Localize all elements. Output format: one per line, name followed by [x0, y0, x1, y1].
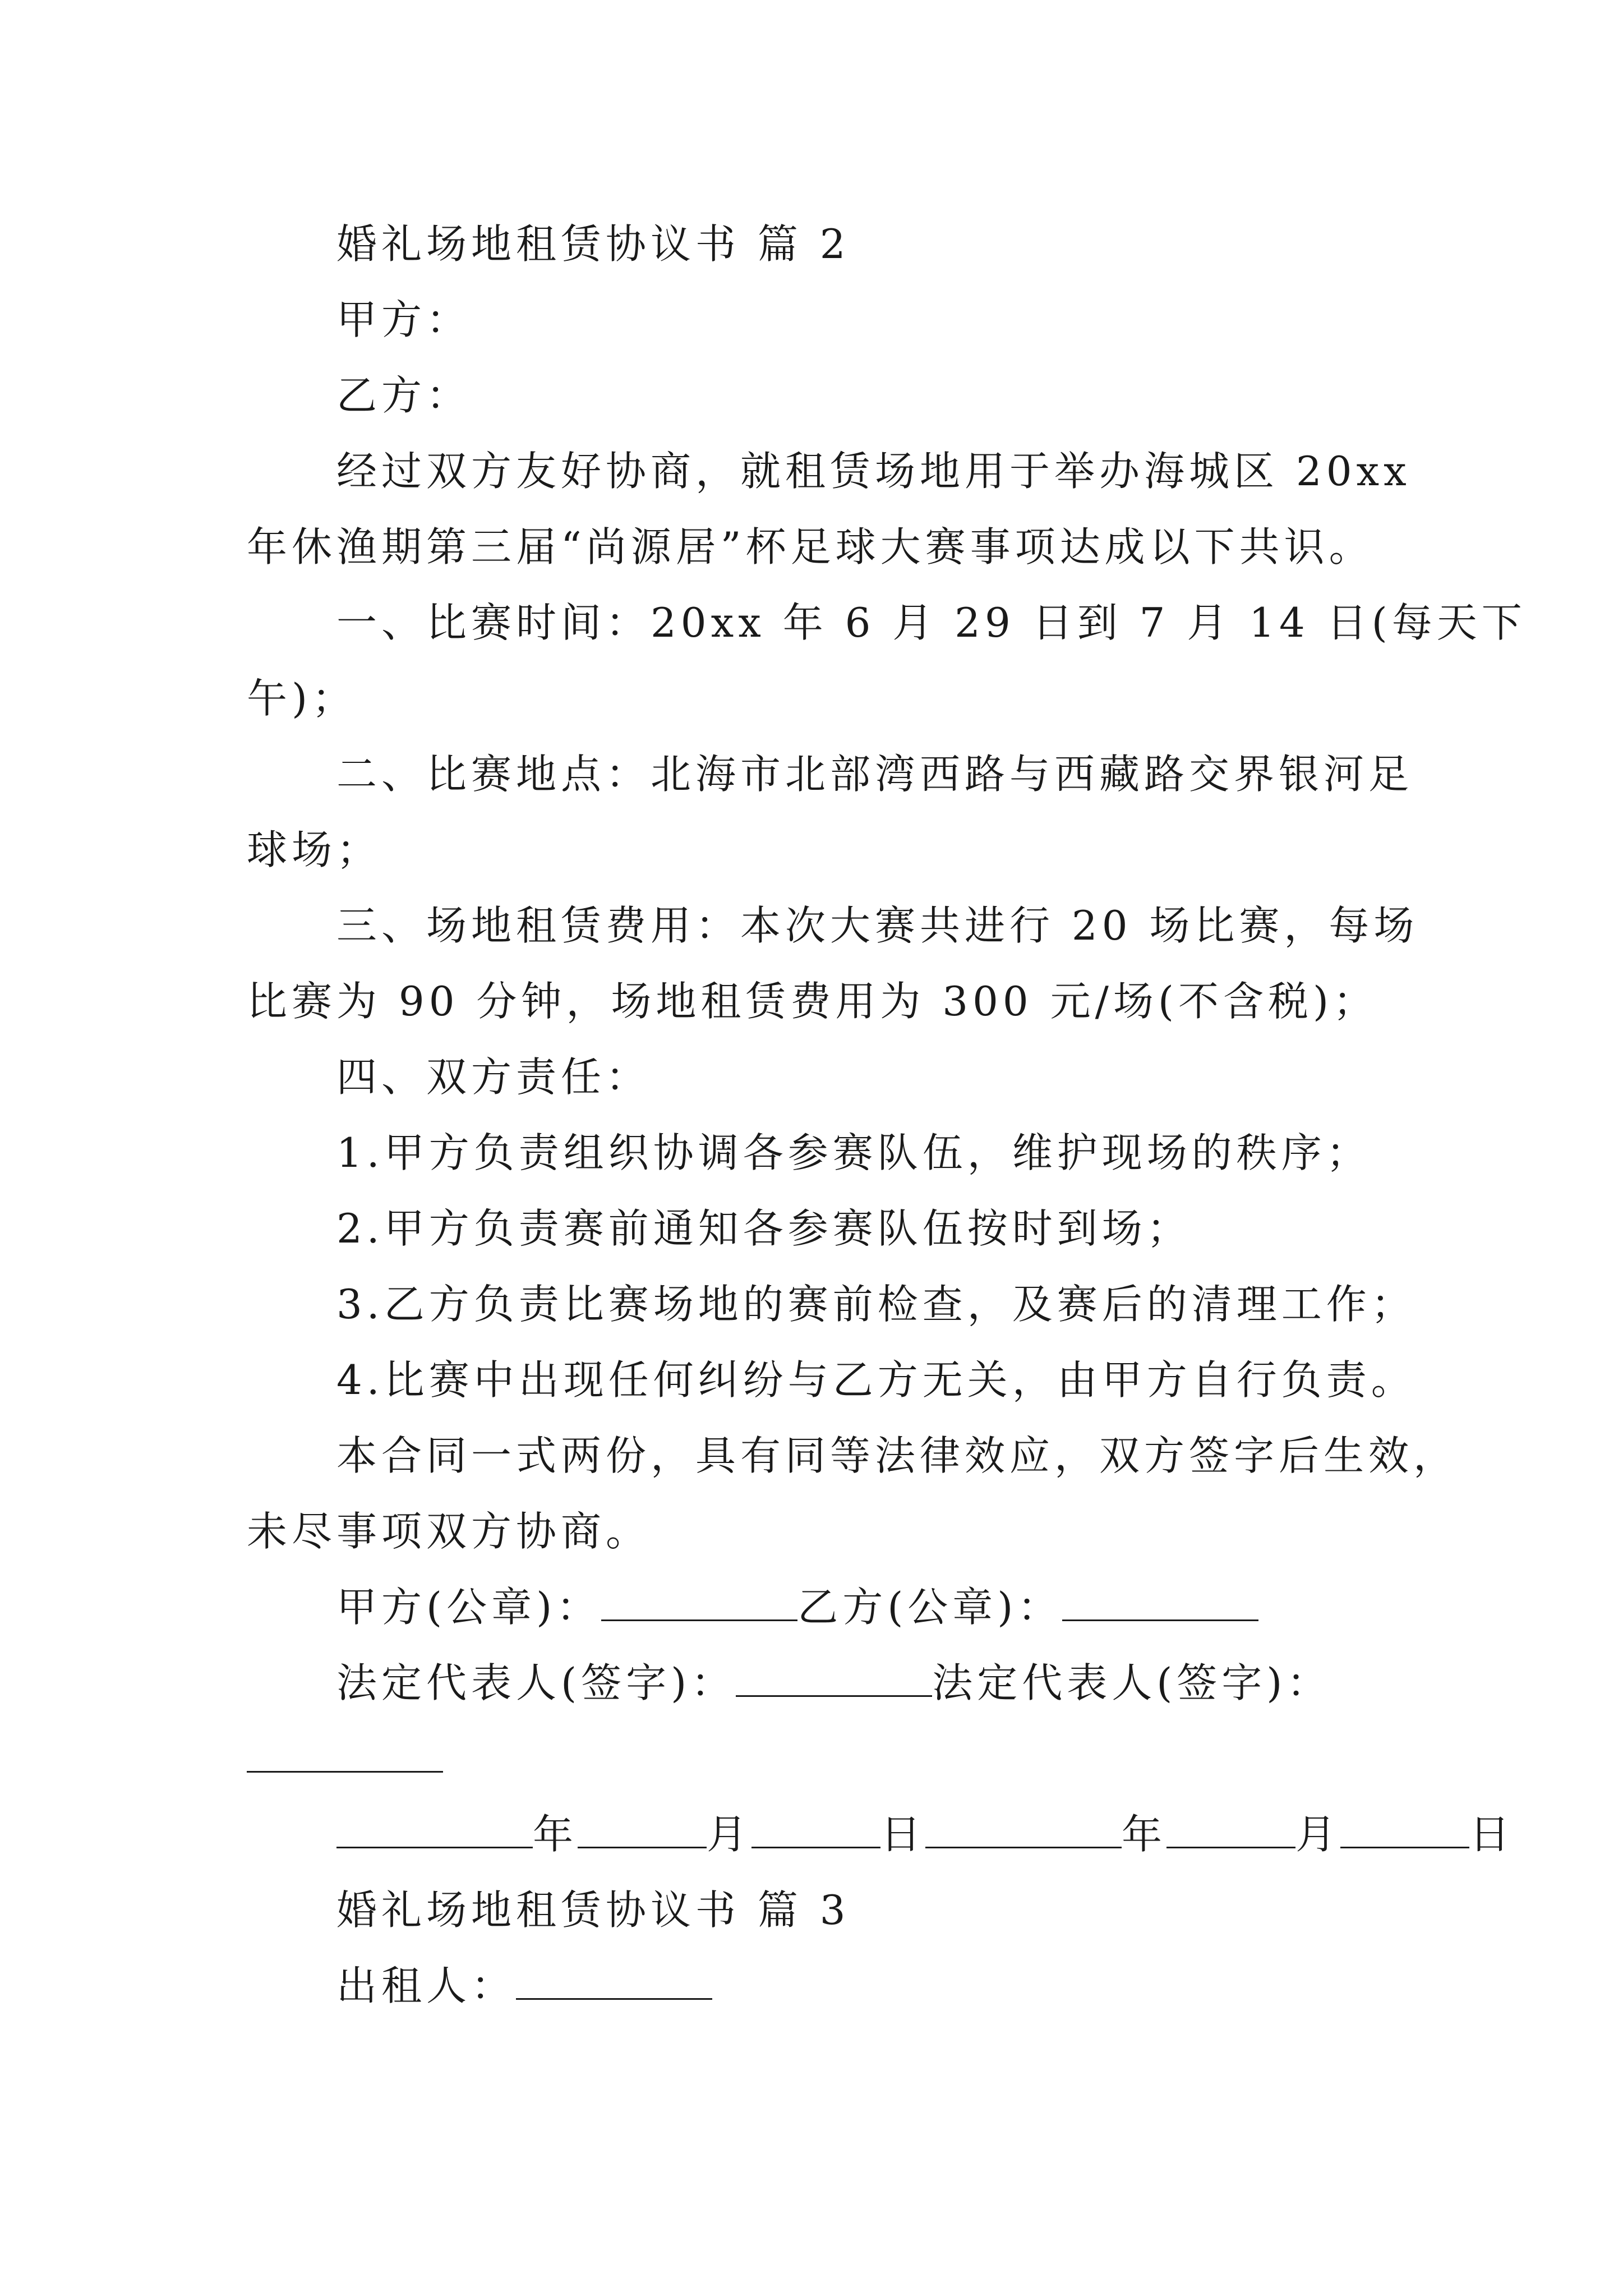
- seal-b-label: 乙方(公章)：: [797, 1584, 1063, 1631]
- date-a-day-blank[interactable]: [751, 1806, 880, 1848]
- intro-paragraph-line2: 年休渔期第三届“尚源居”杯足球大赛事项达成以下共识。: [247, 523, 1374, 570]
- date-a-year-label: 年: [533, 1811, 578, 1858]
- date-a-month-label: 月: [707, 1811, 752, 1858]
- lessor-label: 出租人：: [336, 1962, 517, 2009]
- date-b-month-label: 月: [1295, 1811, 1341, 1858]
- section-title: 婚礼场地租赁协议书 篇 2: [336, 220, 850, 268]
- intro-paragraph-line1: 经过双方友好协商，就租赁场地用于举办海城区 20xx: [336, 448, 1411, 495]
- date-a-year-blank[interactable]: [336, 1806, 533, 1848]
- clause-2-line1: 二、比赛地点：北海市北部湾西路与西藏路交界银河足: [336, 751, 1414, 798]
- date-row: [336, 1806, 1514, 1862]
- representative-row: [336, 1655, 1331, 1711]
- lessor-blank[interactable]: [516, 1958, 712, 2000]
- clause-3-line1: 三、场地租赁费用：本次大赛共进行 20 场比赛，每场: [336, 902, 1419, 949]
- date-a-month-blank[interactable]: [578, 1806, 707, 1848]
- seal-row: [336, 1579, 1258, 1635]
- date-b-year-blank[interactable]: [925, 1806, 1122, 1848]
- clause-4-heading: 四、双方责任：: [336, 1053, 651, 1101]
- seal-a-label: 甲方(公章)：: [336, 1584, 602, 1631]
- duty-2: 2.甲方负责赛前通知各参赛队伍按时到场；: [336, 1205, 1192, 1252]
- section-3-title: 婚礼场地租赁协议书 篇 3: [336, 1887, 850, 1934]
- closing-line2: 未尽事项双方协商。: [247, 1508, 651, 1555]
- date-a-day-label: 日: [880, 1811, 926, 1858]
- closing-line1: 本合同一式两份，具有同等法律效应，双方签字后生效，: [336, 1432, 1459, 1479]
- rep-a-label: 法定代表人(签字)：: [336, 1659, 736, 1706]
- party-a-label: 甲方：: [336, 296, 472, 343]
- clause-1-line1: 一、比赛时间：20xx 年 6 月 29 日到 7 月 14 日(每天下: [336, 599, 1527, 646]
- date-b-month-blank[interactable]: [1166, 1806, 1295, 1848]
- lessor-row: [336, 1958, 712, 2014]
- rep-b-label: 法定代表人(签字)：: [932, 1659, 1332, 1706]
- clause-2-line2: 球场；: [247, 826, 382, 873]
- clause-3-line2: 比赛为 90 分钟，场地租赁费用为 300 元/场(不含税)；: [247, 978, 1378, 1025]
- duty-3: 3.乙方负责比赛场地的赛前检查，及赛后的清理工作；: [336, 1281, 1416, 1328]
- seal-b-blank[interactable]: [1062, 1579, 1258, 1621]
- date-b-year-label: 年: [1122, 1811, 1167, 1858]
- clause-1-line2: 午)；: [247, 675, 357, 722]
- rep-b-blank-row: [247, 1731, 443, 1787]
- duty-1: 1.甲方负责组织协调各参赛队伍，维护现场的秩序；: [336, 1129, 1371, 1176]
- date-b-day-label: 日: [1469, 1811, 1515, 1858]
- duty-4: 4.比赛中出现任何纠纷与乙方无关，由甲方自行负责。: [336, 1356, 1416, 1404]
- date-b-day-blank[interactable]: [1340, 1806, 1469, 1848]
- rep-b-blank[interactable]: [247, 1731, 443, 1773]
- seal-a-blank[interactable]: [601, 1579, 797, 1621]
- rep-a-blank[interactable]: [736, 1655, 932, 1697]
- party-b-label: 乙方：: [336, 372, 472, 419]
